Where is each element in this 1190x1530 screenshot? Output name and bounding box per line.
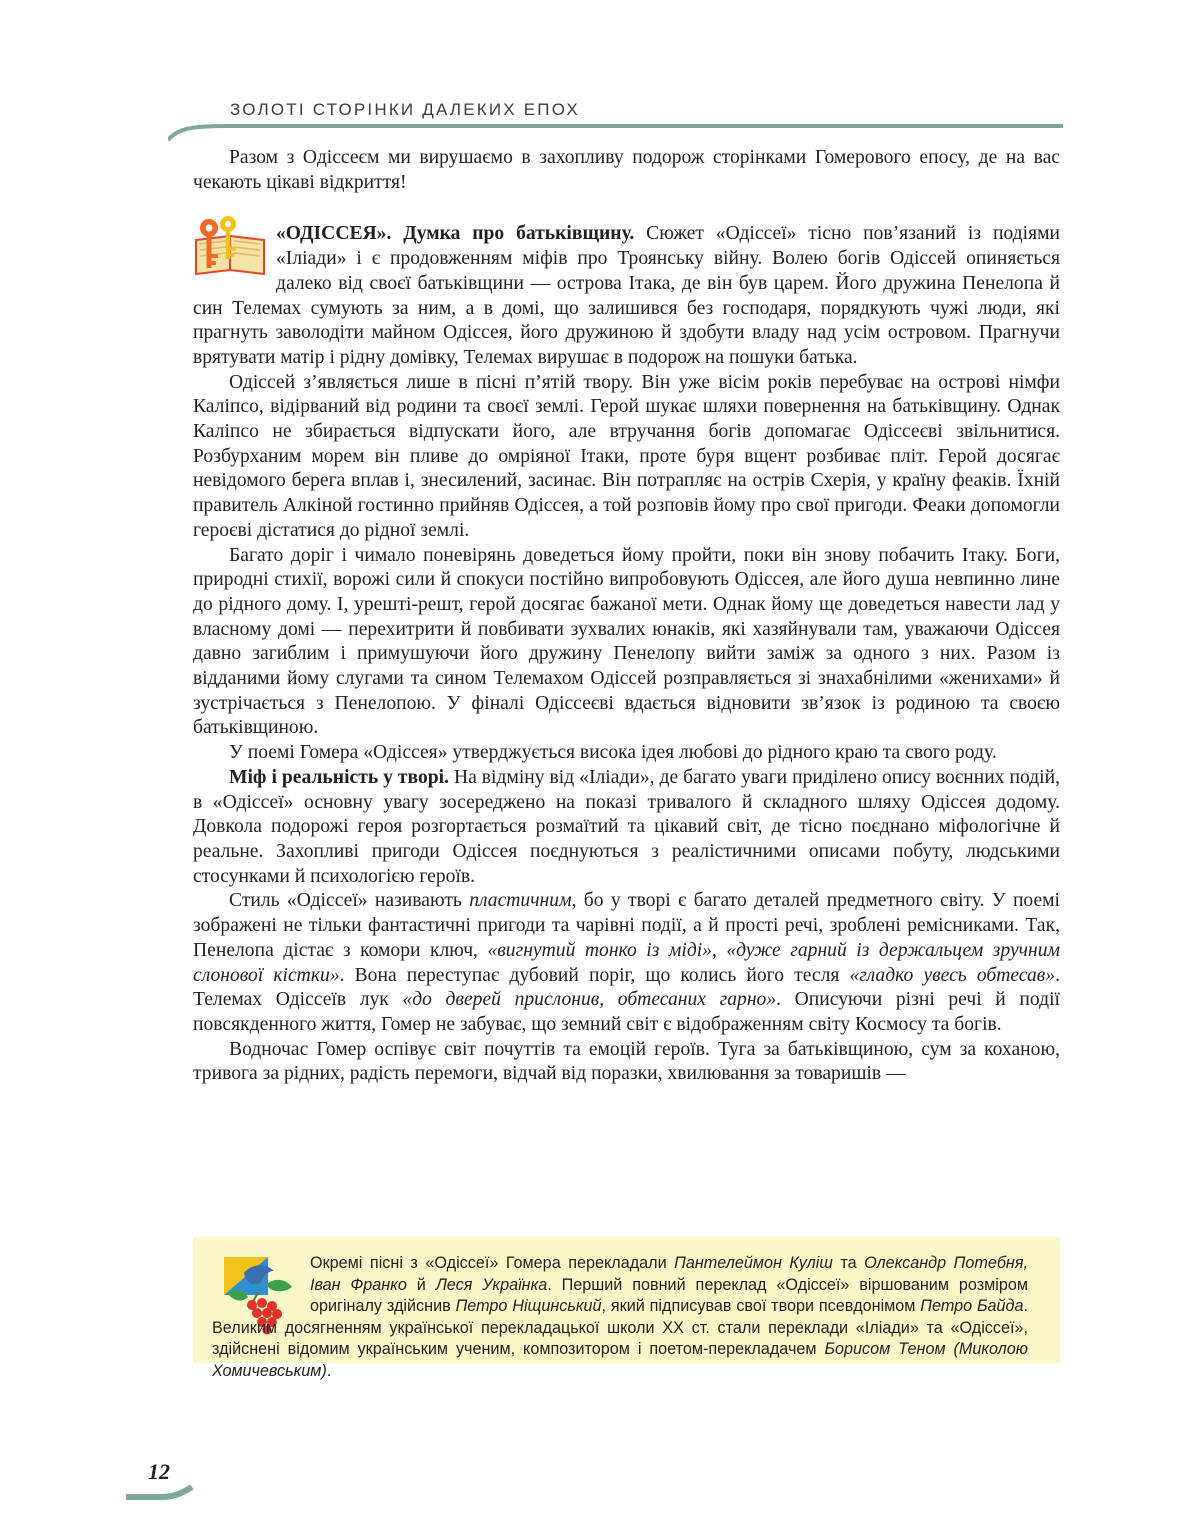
- text-run: . Описуючи різні речі й події повсякденного життя, Гомер не забуває, що земний світ є відображенням світу Космосу та богів.: [193, 989, 1060, 1035]
- text-run: .: [326, 1361, 332, 1380]
- text-run: . Перший повний переклад «Одіссеї» віршованим розміром оригіналу здійснив: [310, 1275, 1028, 1315]
- text-run: та: [832, 1254, 865, 1272]
- translator-name: Леся Українка: [435, 1275, 548, 1294]
- paragraph-myth-reality: [193, 766, 1060, 890]
- paragraph-style: [193, 889, 1060, 1037]
- page-number: 12: [148, 1459, 170, 1484]
- text-run: . Вона переступає дубовий поріг, що колись його тесля: [339, 964, 850, 986]
- text-run: Окремі пісні з «Одіссеї» Гомера перекладали: [310, 1254, 675, 1272]
- translator-name: Пантелеймон Куліш: [674, 1254, 833, 1272]
- text-run: , який підписував свої твори псевдонімом: [601, 1297, 921, 1315]
- main-text: [193, 146, 1060, 1087]
- paragraph-text: Сюжет «Одіссеї» тісно пов’язаний із подіями «Іліади» і є продовженням міфів про Троянську війну. Волею богів Одіссей опиняється далеко від своєї батьківщини — острова Ітака, де він був царем. Його дружина Пенелопа й син Телемах сумують за ним, а в домі, що залишився без господаря, порядкують чужі люди, які прагнуть заволодіти майном Одіссея, його дружиною й здобути владу над усім островом. Прагнучи врятувати матір і рідну домівку, Телемах вирушає в подорож на пошуки батька.: [193, 223, 1060, 368]
- section-heading-odyssey: «ОДІССЕЯ». Думка про батьківщину.: [276, 223, 635, 245]
- paragraph-text: На відміну від «Іліади», де багато уваги приділено опису воєнних подій, в «Одіссеї» основну увагу зосереджено на показі тривалого й складного шляху Одіссея додому. Довкола подорожі героя розгортається розмаїтий та цікавий світ, де тісно поєднано міфологічне й реальне. Захопливі пригоди Одіссея поєднуються з реалістичними описами побуту, людськими стосунками й психологією героїв.: [193, 766, 1060, 887]
- translation-note-text: [212, 1253, 1028, 1382]
- translator-name: Петро Ніщинський: [455, 1297, 602, 1315]
- section-heading-myth-reality: Міф і реальність у творі.: [229, 766, 450, 788]
- paragraph-odyssey-homeland: [193, 222, 1060, 370]
- text-run: , бо у творі є багато деталей предметного світу. У поемі зображені не тільки фантастичні пригоди та чарівні події, а й прості речі, зроблені ремісниками. Так, Пенелопа дістає з комори ключ,: [193, 890, 1060, 961]
- intro-paragraph: Разом з Одіссеєм ми вирушаємо в захопливу подорож сторінками Гомерового епосу, де на вас чекають цікаві відкриття!: [193, 147, 1060, 193]
- paragraph: У поемі Гомера «Одіссея» утверджується висока ідея любові до рідного краю та свого роду.: [229, 742, 997, 764]
- paragraph: Одіссей з’являється лише в пісні п’ятій твору. Він уже вісім років перебуває на острові німфи Каліпсо, відірваний від родини та своєї землі. Герой шукає шляхи повернення на батьківщину. Однак Каліпсо не збирається відпускати його, але втручання богів допомагає Одіссеєві звільнитися. Розбурханим морем він пливе до омріяної Ітаки, проте буря вщент розбиває пліт. Герой досягає невідомого берега вплав і, знесилений, засинає. Він потрапляє на острів Схерія, у країну феаків. Їхній правитель Алкіной гостинно прийняв Одіссея, а той розповів йому про свої пригоди. Феаки допомогли героєві дістатися до рідної землі.: [193, 371, 1060, 541]
- translator-name: Борисом Теном (Миколою Хомичевським): [212, 1340, 1028, 1380]
- italic-quote: «до дверей прислонив, обтесаних гарно»: [402, 989, 777, 1011]
- text-run: . Телемах Одіссеїв лук: [193, 964, 1060, 1011]
- paragraph: Багато доріг і чимало поневірянь доведеться йому пройти, поки він знову побачить Ітаку. Боги, природні стихії, ворожі сили й спокуси постійно випробовують Одіссея, але його душа невпинно лине до рідного дому. І, урешті-решт, герой досягає бажаної мети. Однак йому ще доведеться навести лад у власному домі — перехитрити й повбивати зухвалих юнаків, які хазяйнували там, уважаючи Одіссея давно загиблим і примушуючи його дружину Пенелопу вийти заміж за одного з них. Разом із відданими йому слугами та сином Телемахом Одіссей розправляється зі знахабнілими «женихами» й зустрічається з Пенелопою. У фіналі Одіссеєві вдається відновити зв’язок із родиною та своєю батьківщиною.: [193, 544, 1060, 739]
- header-rule: [168, 120, 1063, 142]
- text-run: . Великим досягненням української перекладацької школи XX ст. стали переклади «Іліади» та «Одіссеї», здійснені відомим українським ученим, композитором і поетом-перекладачем: [212, 1297, 1028, 1358]
- italic-quote: «вигнутий тонко із міді», «дуже гарний із держальцем зручним слонової кістки»: [193, 939, 1061, 986]
- italic-quote: «гладко увесь обтесав»: [849, 964, 1056, 986]
- text-run: Стиль «Одіссеї» називають: [229, 890, 470, 912]
- footer-rule: [126, 1485, 196, 1509]
- italic-term: пластичним: [469, 890, 572, 912]
- text-run: й: [406, 1275, 436, 1294]
- translator-name: Олександр Потебня, Іван Франко: [310, 1254, 1028, 1294]
- running-header: ЗОЛОТІ СТОРІНКИ ДАЛЕКИХ ЕПОХ: [230, 100, 580, 119]
- paragraph: Водночас Гомер оспівує світ почуттів та емоцій героїв. Туга за батьківщиною, сум за коханою, тривога за рідних, радість перемоги, відчай від поразки, хвилювання за товаришів —: [193, 1038, 1060, 1085]
- pseudonym: Петро Байда: [920, 1297, 1024, 1315]
